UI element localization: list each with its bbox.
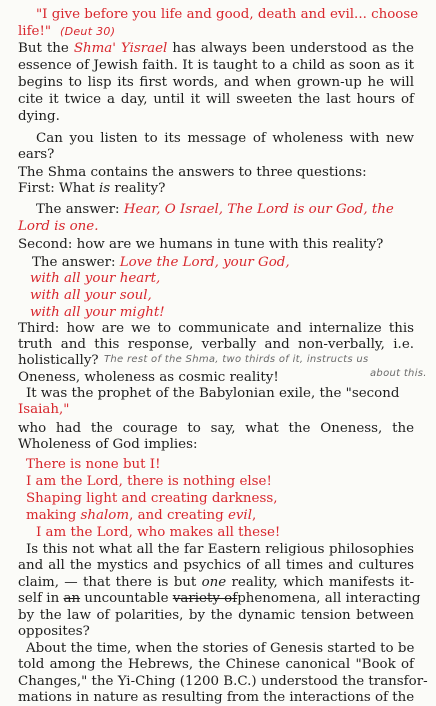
p6-line-2: told among the Hebrews, the Chinese canonical "Book of bbox=[18, 657, 414, 672]
p5-l3-b: reality, which manifests it- bbox=[226, 575, 414, 590]
answer-1-line-2: Lord is one. bbox=[18, 219, 99, 234]
isaiah-l4-b: , and creating bbox=[129, 508, 228, 523]
answer-1-lead: The answer: bbox=[36, 202, 124, 217]
third-question-line-4: Oneness, wholeness as cosmic reality! bbox=[18, 370, 279, 385]
third-question-line-1: Third: how are we to communicate and internalize this bbox=[18, 321, 414, 336]
p1-line-4: cite it twice a day, until it will sweeten the last hours of bbox=[18, 92, 414, 107]
p2-line-2: ears? bbox=[18, 147, 55, 162]
p4-line-3: who had the courage to say, what the Oneness, the bbox=[18, 421, 414, 436]
isaiah-l4-evil: evil bbox=[227, 508, 252, 523]
p5-l3-a: claim, — that there is but bbox=[18, 575, 202, 590]
p5-line-6: opposites? bbox=[18, 624, 90, 639]
p1-start: But the bbox=[18, 41, 74, 56]
p1-line-2: essence of Jewish faith. It is taught to a child as soon as it bbox=[18, 58, 414, 73]
first-question-a: First: What bbox=[18, 181, 100, 196]
answer-1-red-1: Hear, O Israel, The Lord is our God, the bbox=[123, 202, 394, 217]
p1-line-3: begins to lisp its first words, and when grown-up he will bbox=[18, 75, 414, 90]
answer-1-line-1 bbox=[36, 201, 414, 218]
answer-2-line-4: with all your might! bbox=[30, 305, 165, 320]
p1-line-1-rest: has always been understood as the bbox=[167, 41, 414, 56]
isaiah-quote-line-1: There is none but I! bbox=[26, 457, 161, 472]
first-question-em: is bbox=[99, 181, 111, 196]
p5-l4-struck-1: an bbox=[63, 591, 81, 606]
p5-line-1: Is this not what all the far Eastern religious philosophies bbox=[26, 542, 414, 557]
isaiah-l4-shalom: shalom bbox=[80, 508, 130, 523]
p6-line-3: Changes," the Yi-Ching (1200 B.C.) understood the transfor- bbox=[18, 674, 428, 689]
p5-l4-b: uncountable bbox=[80, 591, 173, 606]
p5-l4-a: self in bbox=[18, 591, 64, 606]
p5-line-4 bbox=[18, 590, 421, 607]
p6-line-1: About the time, when the stories of Genesis started to be bbox=[26, 641, 415, 656]
answer-2-line-2: with all your heart, bbox=[30, 271, 161, 286]
isaiah-l4-a: making bbox=[26, 508, 81, 523]
isaiah-quote-line-3: Shaping light and creating darkness, bbox=[26, 491, 278, 506]
handwritten-note-2: about this. bbox=[370, 368, 427, 379]
second-question: Second: how are we humans in tune with this reality? bbox=[18, 237, 384, 252]
answer-2-line-1 bbox=[32, 254, 414, 271]
handwritten-reference: (Deut 30) bbox=[60, 25, 116, 38]
p5-line-2: and all the mystics and psychics of all times and cultures bbox=[18, 558, 414, 573]
p4-line-1: It was the prophet of the Babylonian exile, the "second bbox=[26, 386, 400, 401]
isaiah-quote-line-2: I am the Lord, there is nothing else! bbox=[26, 474, 272, 489]
p5-line-5: by the law of polarities, by the dynamic tension between bbox=[18, 608, 414, 623]
p3-line-1: The Shma contains the answers to three questions: bbox=[18, 165, 367, 180]
quote-line-1: "I give before you life and good, death and evil... choose bbox=[36, 7, 419, 22]
answer-2-lead: The answer: bbox=[32, 255, 120, 270]
p6-line-4: mations in nature as resulting from the interactions of the bbox=[18, 690, 415, 705]
isaiah-name: Isaiah," bbox=[18, 402, 70, 417]
p5-l4-struck-2: variety of bbox=[172, 591, 238, 606]
answer-2-line-3: with all your soul, bbox=[30, 288, 152, 303]
quote-line-2-text: life!" bbox=[18, 24, 51, 39]
p5-line-3 bbox=[18, 574, 414, 591]
isaiah-quote-line-4 bbox=[26, 507, 414, 524]
p2-line-1: Can you listen to its message of wholeness with new bbox=[36, 131, 414, 146]
isaiah-quote-line-5: I am the Lord, who makes all these! bbox=[36, 525, 281, 540]
p1-line-1 bbox=[18, 40, 414, 57]
third-question-line-3: holistically? bbox=[18, 353, 99, 368]
first-question-b: reality? bbox=[110, 181, 166, 196]
answer-2-red-1: Love the Lord, your God, bbox=[119, 255, 290, 270]
p4-line-4: Wholeness of God implies: bbox=[18, 437, 198, 452]
handwritten-note-1: The rest of the Shma, two thirds of it, instructs us bbox=[104, 354, 369, 365]
p5-l4-c: phenomena, all interacting bbox=[237, 591, 421, 606]
p1-line-5: dying. bbox=[18, 109, 60, 124]
p5-l3-em: one bbox=[201, 575, 227, 590]
shma-term: Shma' Yisrael bbox=[73, 41, 168, 56]
p3-first-question bbox=[18, 180, 414, 197]
isaiah-l4-c: , bbox=[252, 508, 257, 523]
third-question-line-2: truth and this response, verbally and non-verbally, i.e. bbox=[18, 337, 414, 352]
